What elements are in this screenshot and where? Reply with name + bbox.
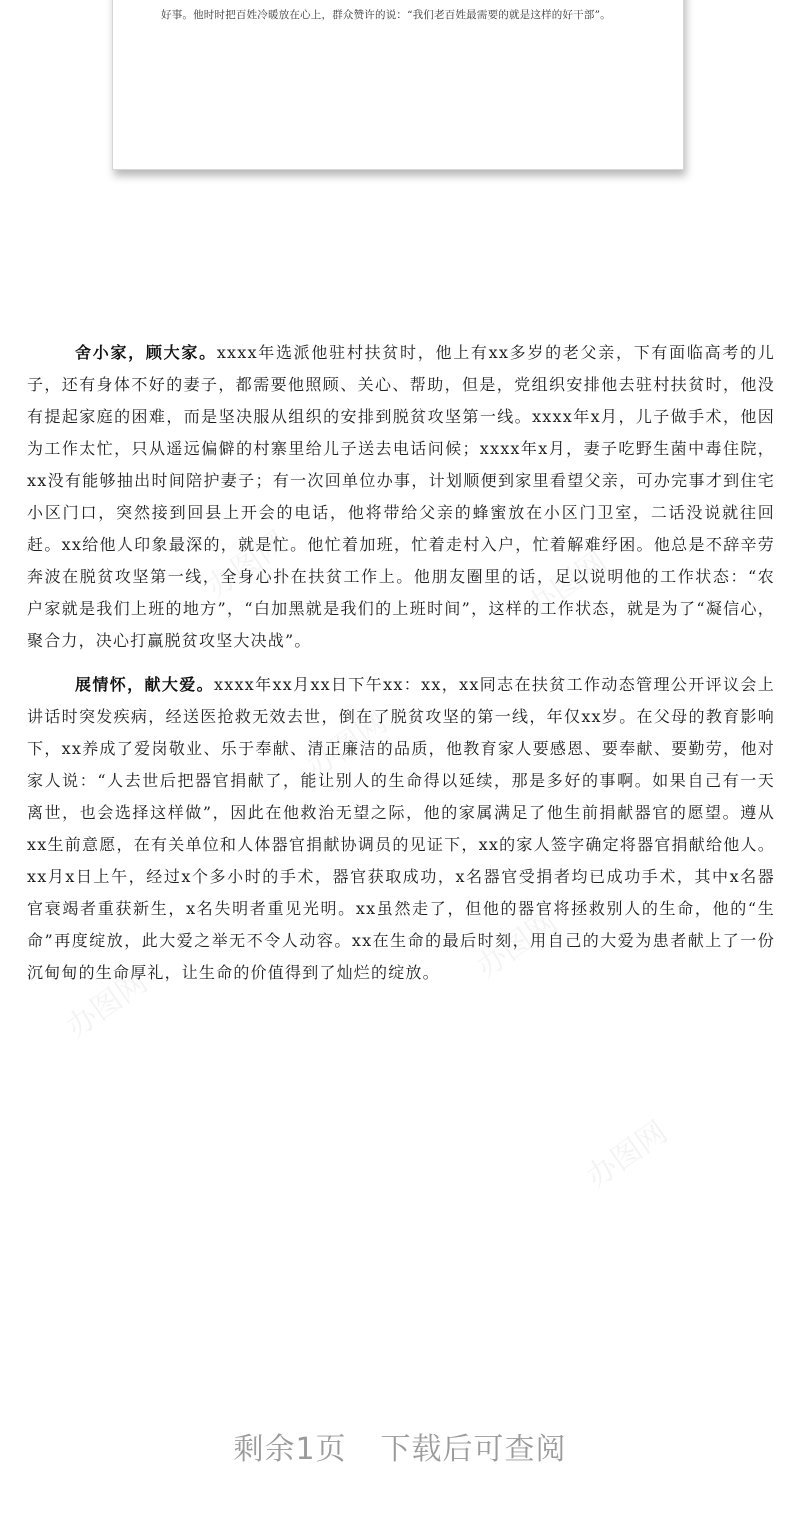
paragraph-heading: 展情怀，献大爱。 — [75, 675, 214, 694]
watermark: 办图网 — [470, 904, 564, 986]
download-prompt[interactable] — [0, 1424, 800, 1468]
download-hint-label: 下载后可查阅 — [380, 1432, 567, 1467]
article-body — [27, 337, 775, 989]
preview-text-line: 好事。他时时把百姓冷暖放在心上，群众赞许的说：“我们老百姓最需要的就是这样的好干部”。 — [161, 9, 611, 21]
watermark: 办图网 — [580, 1114, 674, 1196]
previous-page-preview — [112, 0, 684, 170]
watermark: 办图网 — [300, 704, 394, 786]
watermark: 办图网 — [200, 524, 294, 606]
watermark: 办图网 — [520, 544, 614, 626]
paragraph-heading: 舍小家，顾大家。 — [75, 343, 217, 362]
paragraph-text: xxxx年选派他驻村扶贫时，他上有xx多岁的老父亲，下有面临高考的儿子，还有身体不好的妻子，都需要他照顾、关心、帮助，但是，党组织安排他去驻村扶贫时，他没有提起家庭的困难，而是坚决服从组织的安排到脱贫攻坚第一线。xxxx年x月，儿子做手术，他因为工作太忙，只从遥远偏僻的村寨里给儿子送去电话问候；xxxx年x月，妻子吃野生菌中毒住院，xx没有能够抽出时间陪护妻子；有一次回单位办事，计划顺便到家里看望父亲，可办完事才到住宅小区门口，突然接到回县上开会的电话，他将带给父亲的蜂蜜放在小区门卫室，二话没说就往回赶。xx给他人印象最深的，就是忙。他忙着加班，忙着走村入户，忙着解难纾困。他总是不辞辛劳奔波在脱贫攻坚第一线，全身心扑在扶贫工作上。他朋友圈里的话，足以说明他的工作状态：“农户家就是我们上班的地方”，“白加黑就是我们的上班时间”，这样的工作状态，就是为了“凝信心，聚合力，决心打赢脱贫攻坚大决战”。 — [27, 343, 775, 650]
paragraph-devotion — [27, 669, 775, 989]
paragraph-text: xxxx年xx月xx日下午xx：xx，xx同志在扶贫工作动态管理公开评议会上讲话时突发疾病，经送医抢救无效去世，倒在了脱贫攻坚的第一线，年仅xx岁。在父母的教育影响下，xx养成了爱岗敬业、乐于奉献、清正廉洁的品质，他教育家人要感恩、要奉献、要勤劳，他对家人说：“人去世后把器官捐献了，能让别人的生命得以延续，那是多好的事啊。如果自己有一天离世，也会选择这样做”，因此在他救治无望之际，他的家属满足了他生前捐献器官的愿望。遵从xx生前意愿，在有关单位和人体器官捐献协调员的见证下，xx的家人签字确定将器官捐献给他人。xx月x日上午，经过x个多小时的手术，器官获取成功，x名器官受捐者均已成功手术，其中x名器官衰竭者重获新生，x名失明者重见光明。xx虽然走了，但他的器官将拯救别人的生命，他的“生命”再度绽放，此大爱之举无不令人动容。xx在生命的最后时刻，用自己的大爱为患者献上了一份沉甸甸的生命厚礼，让生命的价值得到了灿烂的绽放。 — [27, 675, 775, 982]
paragraph-family — [27, 337, 775, 657]
watermark: 办图网 — [60, 964, 154, 1046]
remaining-pages-label: 剩余1页 — [233, 1432, 347, 1467]
